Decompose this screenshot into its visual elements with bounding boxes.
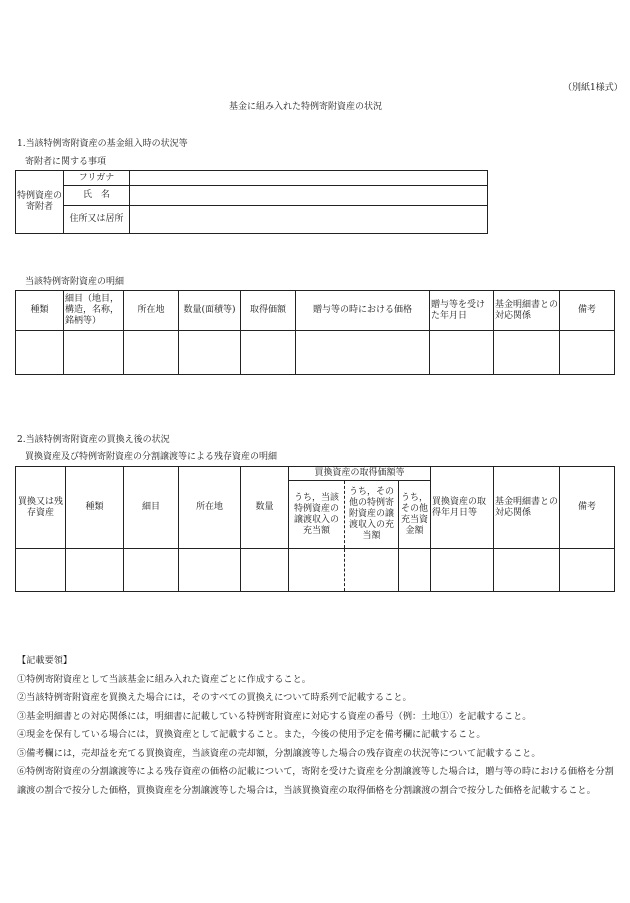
table-row [16, 549, 615, 592]
address-label: 住所又は居所 [64, 206, 130, 234]
note-item: ①特例寄附資産として当該基金に組み入れた資産ごとに作成すること。 [17, 673, 311, 685]
cell[interactable] [494, 549, 560, 592]
header-type: 種類 [16, 291, 64, 331]
cell[interactable] [494, 331, 560, 375]
replacement-table [15, 466, 615, 592]
header-mapping: 基金明細書との対応関係 [494, 291, 560, 331]
table-row [16, 331, 615, 375]
cell[interactable] [179, 549, 241, 592]
cell[interactable] [399, 549, 431, 592]
header-detail: 細目 [124, 467, 179, 549]
header-acquisition-price: 取得価額 [241, 291, 296, 331]
header-acquisition-sub2: うち，その他の特例寄附資産の譲渡収入の充当額 [345, 481, 399, 549]
cell[interactable] [296, 331, 430, 375]
detail-table [15, 290, 615, 375]
header-remarks: 備考 [560, 467, 615, 549]
header-type: 種類 [66, 467, 124, 549]
furigana-label: フリガナ [64, 171, 130, 186]
donor-subheading: 寄附者に関する事項 [25, 157, 107, 167]
note-item: ③基金明細書との対応関係には，明細書に記載している特例寄附資産に対応する資産の番号（例：土地①）を記載すること。 [17, 710, 532, 722]
header-remarks: 備考 [560, 291, 615, 331]
cell[interactable] [124, 549, 179, 592]
form-label: （別紙1様式） [563, 83, 623, 93]
section2-subheading: 買換資産及び特例寄附資産の分割譲渡等による残存資産の明細 [25, 452, 278, 462]
header-location: 所在地 [124, 291, 179, 331]
header-detail: 細目（地目，構造，名称，銘柄等） [64, 291, 124, 331]
header-replacement-kind: 買換又は残存資産 [16, 467, 66, 549]
note-item: ②当該特例寄附資産を買換えた場合には，そのすべての買換えについて時系列で記載すること。 [17, 692, 412, 703]
notes [17, 652, 617, 800]
cell[interactable] [430, 331, 494, 375]
header-mapping: 基金明細書との対応関係 [494, 467, 560, 549]
detail-subheading: 当該特例寄附資産の明細 [25, 277, 125, 287]
header-quantity: 数量(面積等) [179, 291, 241, 331]
section1-heading: 1.当該特例寄附資産の基金組入時の状況等 [17, 139, 188, 149]
name-field[interactable] [130, 186, 488, 206]
cell[interactable] [64, 331, 124, 375]
donor-row-header: 特例資産の寄附者 [16, 171, 64, 234]
header-acquisition-sub1: うち，当該特例資産の譲渡収入の充当額 [289, 481, 345, 549]
donor-table [15, 170, 488, 234]
cell[interactable] [241, 549, 289, 592]
header-acquisition-sub3: うち，その他充当資金額 [399, 481, 431, 549]
cell[interactable] [289, 549, 345, 592]
cell[interactable] [560, 331, 615, 375]
name-label: 氏 名 [64, 186, 130, 206]
note-item: ⑥特例寄附資産の分割譲渡等による残存資産の価格の記載について，寄附を受けた資産を分割譲渡等した場合は，贈与等の時における価格を分割譲渡の割合で按分した価格，買換資産を分割譲渡等した場合は，当該買換資産の取得価格を分割譲渡の割合で按分した価格を記載すること。 [17, 766, 614, 796]
cell[interactable] [66, 549, 124, 592]
header-gift-value: 贈与等の時における価格 [296, 291, 430, 331]
furigana-field[interactable] [130, 171, 488, 186]
header-quantity: 数量 [241, 467, 289, 549]
cell[interactable] [345, 549, 399, 592]
address-field[interactable] [130, 206, 488, 234]
section2-heading: 2.当該特例寄附資産の買換え後の状況 [17, 435, 170, 445]
note-item: ④現金を保有している場合には，買換資産として記載すること。また，今後の使用予定を備考欄に記載すること。 [17, 729, 486, 740]
cell[interactable] [16, 549, 66, 592]
cell[interactable] [560, 549, 615, 592]
header-location: 所在地 [179, 467, 241, 549]
cell[interactable] [124, 331, 179, 375]
page-title: 基金に組み入れた特例寄附資産の状況 [229, 102, 383, 112]
note-item: ⑤備考欄には，売却益を充てる買換資産，当該資産の売却額，分割譲渡等した場合の残存資産の状況等について記載すること。 [17, 747, 541, 759]
header-acquisition-group: 買換資産の取得価額等 [289, 467, 431, 481]
cell[interactable] [241, 331, 296, 375]
notes-heading: 【記載要領】 [17, 655, 73, 666]
cell[interactable] [431, 549, 494, 592]
cell[interactable] [16, 331, 64, 375]
cell[interactable] [179, 331, 241, 375]
header-gift-date: 贈与等を受けた年月日 [430, 291, 494, 331]
header-acquisition-date: 買換資産の取得年月日等 [431, 467, 494, 549]
